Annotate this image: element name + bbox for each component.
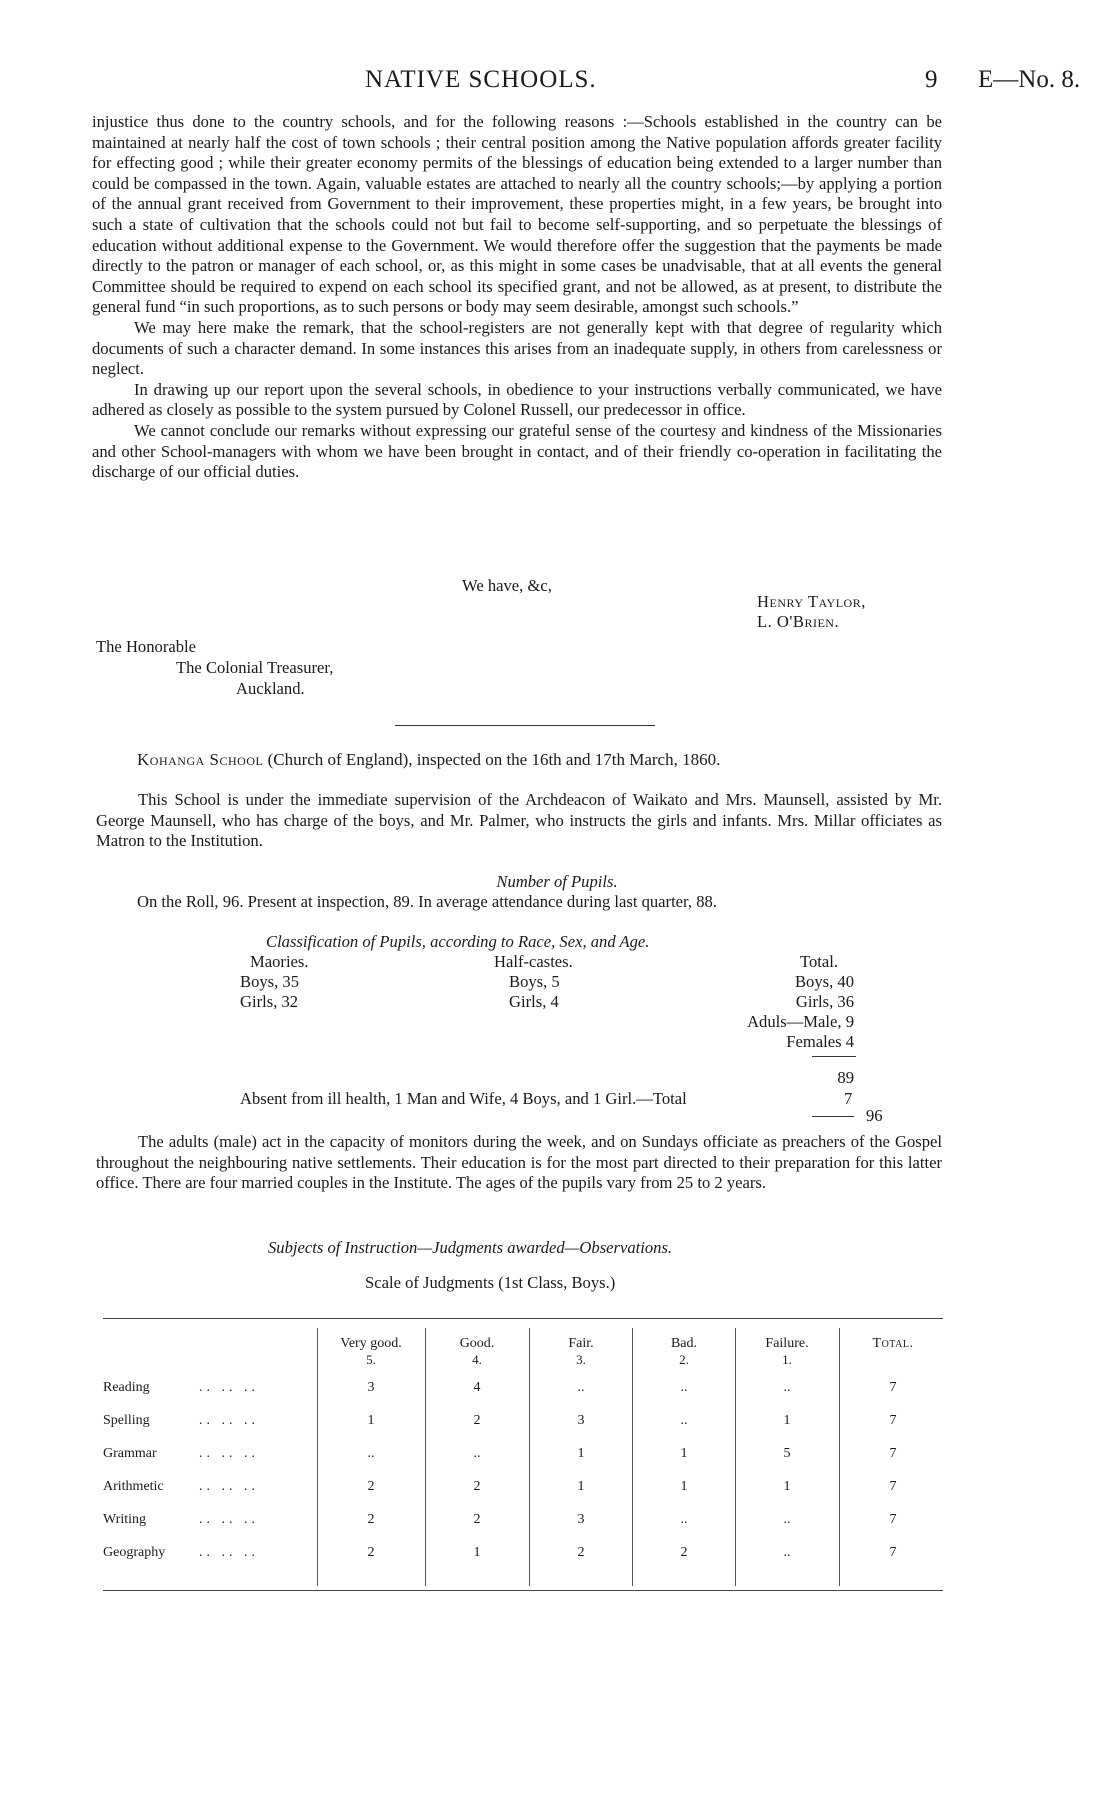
- letter-body: [92, 112, 942, 483]
- column-label: Good.: [459, 1336, 495, 1351]
- column-label: Fair.: [568, 1336, 594, 1351]
- absent-line: Absent from ill health, 1 Man and Wife, 4 Boys, and 1 Girl.—Total: [240, 1089, 687, 1108]
- section-divider: [395, 725, 655, 726]
- maories-boys: Boys, 35: [240, 972, 300, 991]
- table-bottom-rule: [103, 1590, 943, 1591]
- column-label: Very good.: [340, 1336, 402, 1351]
- row-leader-dots: .. .. ..: [199, 1479, 259, 1494]
- letter-paragraph: injustice thus done to the country schools, and for the following reasons :—Schools established in the country can be maintained at nearly half the cost of town schools ; their central position among the Native population affords greater facility for effecting good ; while their greater economy permits of the blessings of education being extended to a larger number than could be compassed in the town. Again, valuable estates are attached to nearly all the country schools;—by applying a portion of the annual grant received from Government to their improvement, these properties might, in a few years, be brought into such a state of cultivation that the schools could not but fail to become self-supporting, and so perpetuate the blessings of education without additional expense to the Government. We would therefore offer the suggestion that the payments be made directly to the patron or manager of each school, or, as this might in some cases be unadvisable, that at all events the general Committee should be required to expend on each school its specified grant, and not be allowed, as at present, to distribute the general fund “in such proportions, as to such persons or body may seem desirable, amongst such schools.”: [92, 112, 942, 317]
- column-header-very-good: [331, 1336, 411, 1368]
- column-header-good: [437, 1336, 517, 1368]
- row-subject: Writing: [103, 1512, 146, 1527]
- classification-title: Classification of Pupils, according to Race, Sex, and Age.: [266, 932, 650, 951]
- page-header: [0, 66, 1114, 96]
- signatory: Henry Taylor,: [757, 592, 866, 611]
- school-description: [96, 790, 942, 852]
- column-header-failure: [747, 1336, 827, 1368]
- table-cell: 2: [577, 1545, 585, 1560]
- row-leader-dots: .. .. ..: [199, 1380, 259, 1395]
- table-cell: ..: [577, 1380, 585, 1395]
- half-castes-girls: Girls, 4: [509, 992, 559, 1011]
- table-cell: 3: [577, 1512, 585, 1527]
- total-females: Females 4: [786, 1032, 854, 1051]
- column-score: 3.: [576, 1352, 586, 1367]
- table-cell: 2: [473, 1512, 481, 1527]
- maories-girls: Girls, 32: [240, 992, 299, 1011]
- table-cell: 5: [783, 1446, 791, 1461]
- table-cell: 1: [680, 1479, 688, 1494]
- column-header-fair: [541, 1336, 621, 1368]
- row-leader-dots: .. .. ..: [199, 1512, 259, 1527]
- table-cell: 1: [680, 1446, 688, 1461]
- table-cell: 3: [577, 1413, 585, 1428]
- table-top-rule: [103, 1318, 943, 1319]
- addressee: [96, 636, 333, 699]
- school-heading: [137, 750, 720, 770]
- column-score: 2.: [679, 1352, 689, 1367]
- table-row: [103, 1413, 943, 1437]
- row-leader-dots: .. .. ..: [199, 1446, 259, 1461]
- total-heading: Total.: [799, 952, 838, 971]
- column-label: Bad.: [670, 1336, 698, 1351]
- table-cell: ..: [783, 1545, 791, 1560]
- subjects-title: Subjects of Instruction—Judgments awarded—Observations.: [268, 1238, 673, 1257]
- table-cell: 2: [367, 1545, 375, 1560]
- table-cell: 7: [889, 1413, 897, 1428]
- column-header-total: [851, 1336, 935, 1352]
- table-cell: 1: [577, 1446, 585, 1461]
- row-subject: Reading: [103, 1380, 150, 1395]
- table-cell: 7: [889, 1446, 897, 1461]
- remarks-paragraph: The adults (male) act in the capacity of monitors during the week, and on Sundays officiate as preachers of the Gospel throughout the neighbouring native settlements. Their education is for the most part directed to their preparation for this latter office. There are four married couples in the Institute. The ages of the pupils vary from 25 to 2 years.: [96, 1132, 942, 1192]
- pupils-title: Number of Pupils.: [496, 872, 618, 891]
- sum-rule: [812, 1116, 854, 1117]
- table-cell: 7: [889, 1545, 897, 1560]
- address-line: The Honorable: [96, 637, 196, 656]
- column-label: Failure.: [765, 1336, 809, 1351]
- sum-rule: [812, 1056, 856, 1057]
- table-cell: ..: [680, 1512, 688, 1527]
- school-heading-detail: (Church of England), inspected on the 16th and 17th March, 1860.: [263, 750, 721, 769]
- scale-title: Scale of Judgments (1st Class, Boys.): [365, 1273, 616, 1292]
- column-label: Total.: [872, 1336, 914, 1351]
- document-reference: E—No. 8.: [978, 66, 1081, 93]
- table-cell: 7: [889, 1512, 897, 1527]
- row-subject: Arithmetic: [103, 1479, 164, 1494]
- letter-paragraph: In drawing up our report upon the several schools, in obedience to your instructions verbally communicated, we have adhered as closely as possible to the system pursued by Colonel Russell, our predecessor in office.: [92, 379, 942, 420]
- table-cell: ..: [367, 1446, 375, 1461]
- letter-paragraph: We cannot conclude our remarks without expressing our grateful sense of the courtesy and kindness of the Missionaries and other School-managers with whom we have been brought in contact, and of their friendly co-operation in facilitating the discharge of our official duties.: [92, 420, 942, 482]
- table-row: [103, 1545, 943, 1569]
- page-number: 9: [925, 66, 938, 93]
- total-boys: Boys, 40: [794, 972, 854, 991]
- column-score: 5.: [366, 1352, 376, 1367]
- address-line: The Colonial Treasurer,: [176, 658, 334, 677]
- running-title: NATIVE SCHOOLS.: [365, 66, 597, 93]
- total-adults-male: Aduls—Male, 9: [747, 1012, 854, 1031]
- table-cell: 1: [473, 1545, 481, 1560]
- row-leader-dots: .. .. ..: [199, 1413, 259, 1428]
- table-cell: 7: [889, 1380, 897, 1395]
- letter-signoff: We have, &c,: [462, 576, 552, 595]
- table-row: [103, 1446, 943, 1470]
- table-cell: ..: [783, 1380, 791, 1395]
- school-name: Kohanga School: [137, 750, 264, 769]
- table-cell: 4: [473, 1380, 481, 1395]
- row-leader-dots: .. .. ..: [199, 1545, 259, 1560]
- half-castes-heading: Half-castes.: [494, 952, 573, 971]
- table-cell: 1: [783, 1413, 791, 1428]
- column-score: 4.: [472, 1352, 482, 1367]
- table-row: [103, 1479, 943, 1503]
- grand-total: 96: [866, 1106, 883, 1125]
- table-cell: 3: [367, 1380, 375, 1395]
- table-cell: 2: [680, 1545, 688, 1560]
- half-castes-boys: Boys, 5: [509, 972, 560, 991]
- table-cell: 2: [473, 1479, 481, 1494]
- row-subject: Grammar: [103, 1446, 157, 1461]
- signatories: [757, 592, 866, 632]
- absent-total: 7: [844, 1089, 853, 1108]
- maories-heading: Maories.: [250, 952, 309, 971]
- total-girls: Girls, 36: [795, 992, 854, 1011]
- column-header-bad: [644, 1336, 724, 1368]
- column-score: 1.: [782, 1352, 792, 1367]
- table-cell: 1: [367, 1413, 375, 1428]
- school-remarks: [96, 1132, 942, 1194]
- table-cell: 1: [577, 1479, 585, 1494]
- table-row: [103, 1380, 943, 1404]
- row-subject: Geography: [103, 1545, 166, 1560]
- description-paragraph: This School is under the immediate supervision of the Archdeacon of Waikato and Mrs. Maunsell, assisted by Mr. George Maunsell, who has charge of the boys, and Mr. Palmer, who instructs the girls and infants. Mrs. Millar officiates as Matron to the Institution.: [96, 790, 942, 850]
- table-cell: 2: [367, 1479, 375, 1494]
- table-cell: 2: [367, 1512, 375, 1527]
- signatory: L. O'Brien.: [757, 612, 840, 631]
- table-cell: 2: [473, 1413, 481, 1428]
- table-cell: 7: [889, 1479, 897, 1494]
- table-cell: ..: [680, 1413, 688, 1428]
- table-cell: ..: [680, 1380, 688, 1395]
- table-cell: ..: [473, 1446, 481, 1461]
- letter-paragraph: We may here make the remark, that the school-registers are not generally kept with that degree of regularity which documents of such a character demand. In some instances this arises from an inadequate supply, in others from carelessness or neglect.: [92, 317, 942, 379]
- table-cell: ..: [783, 1512, 791, 1527]
- table-cell: 1: [783, 1479, 791, 1494]
- table-row: [103, 1512, 943, 1536]
- row-subject: Spelling: [103, 1413, 150, 1428]
- pupils-line: On the Roll, 96. Present at inspection, 89. In average attendance during last quarter, 88.: [137, 892, 717, 911]
- total-sum-present: 89: [837, 1068, 854, 1087]
- address-line: Auckland.: [236, 679, 305, 698]
